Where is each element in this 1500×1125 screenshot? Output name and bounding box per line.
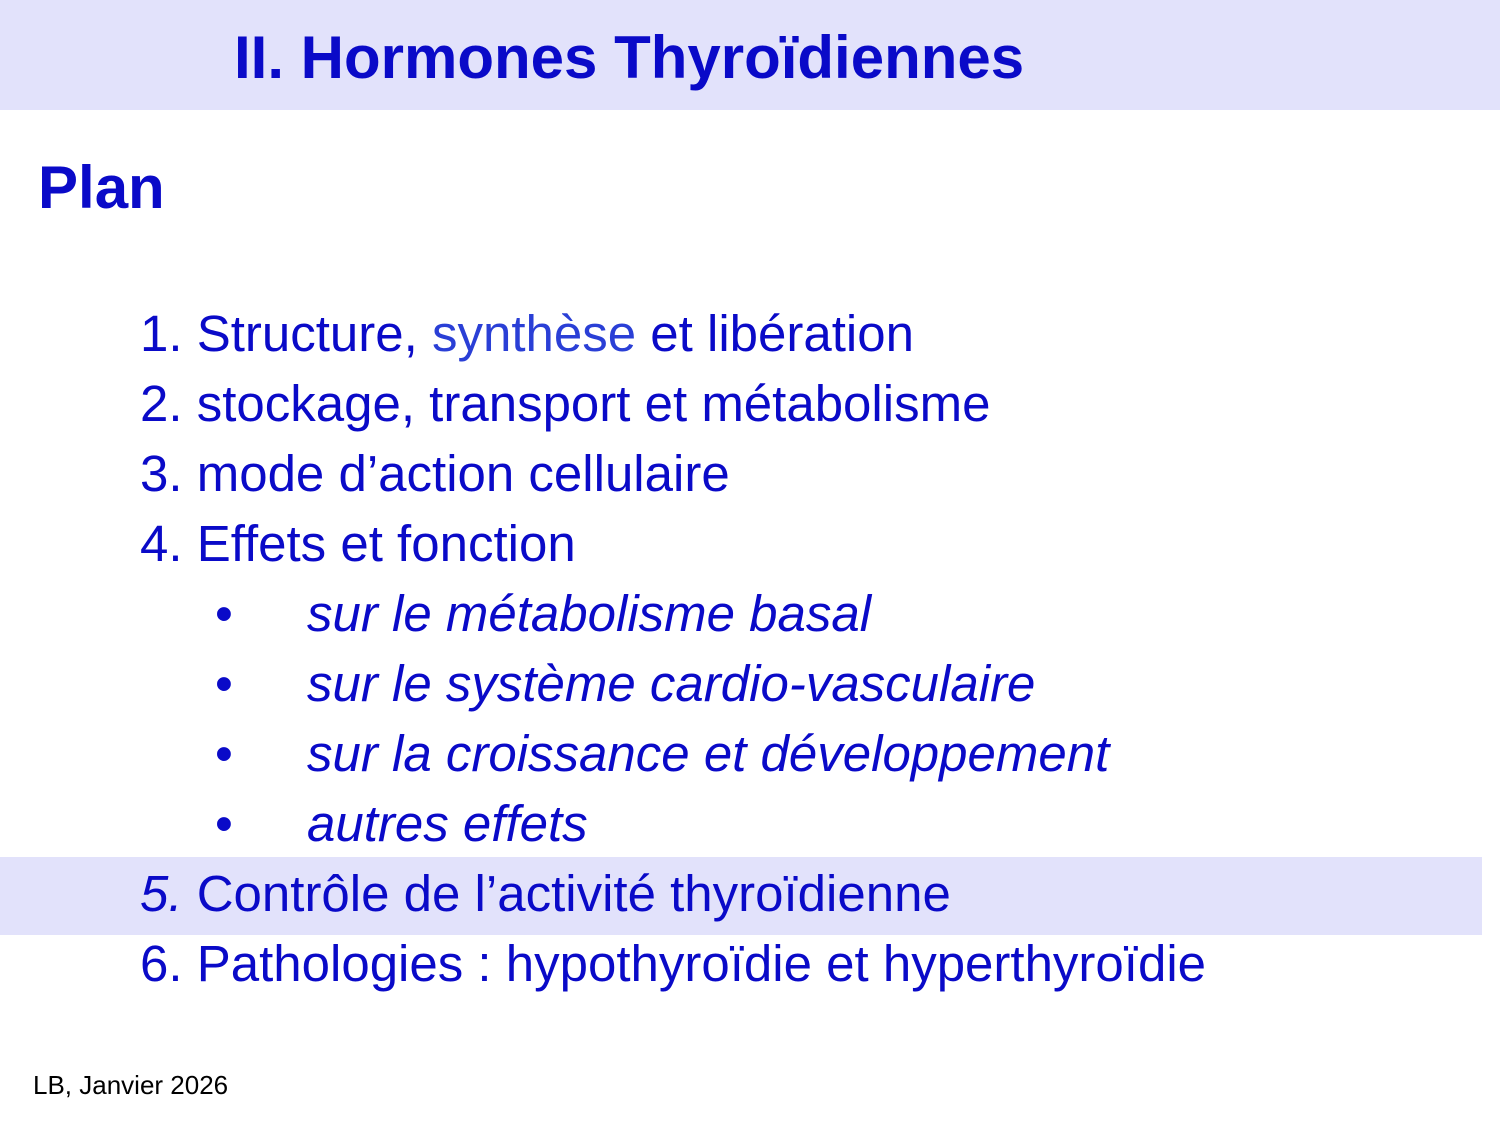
bullet-dot: •: [215, 655, 233, 712]
item-number: 1.: [140, 305, 183, 362]
item-text: Pathologies : hypothyroïdie et hyperthyroïdie: [196, 935, 1207, 992]
bullet-dot: •: [215, 585, 233, 642]
item-number: 5.: [140, 865, 183, 922]
item-number: 3.: [140, 445, 183, 502]
item-number: 2.: [140, 375, 183, 432]
item-text: Effets et fonction: [196, 515, 576, 572]
bullet-dot: •: [215, 725, 233, 782]
sub-item-2: sur le système cardio-vasculaire: [307, 655, 1036, 712]
plan-item-3: [140, 444, 730, 504]
item-text: stockage, transport et métabolisme: [196, 375, 991, 432]
plan-heading: Plan: [38, 154, 165, 221]
item-text-part: Structure,: [196, 305, 418, 362]
item-text: mode d’action cellulaire: [196, 445, 730, 502]
plan-item-5: [140, 864, 951, 924]
item-number: 6.: [140, 935, 183, 992]
sub-item-4: autres effets: [307, 795, 588, 852]
item-text: Contrôle de l’activité thyroïdienne: [196, 865, 951, 922]
plan-item-6: [140, 934, 1206, 994]
bullet-dot: •: [215, 795, 233, 852]
item-text-synthese: synthèse: [431, 305, 637, 362]
item-text-part: et libération: [650, 305, 914, 362]
item-number: 4.: [140, 515, 183, 572]
footer-text: LB, Janvier 2026: [33, 1070, 229, 1100]
sub-item-1: sur le métabolisme basal: [307, 585, 872, 642]
plan-item-1: [140, 304, 914, 364]
plan-item-2: [140, 374, 990, 434]
plan-item-4: [140, 514, 576, 574]
sub-item-3: sur la croissance et développement: [307, 725, 1110, 782]
slide-title: II. Hormones Thyroïdiennes: [234, 24, 1025, 91]
